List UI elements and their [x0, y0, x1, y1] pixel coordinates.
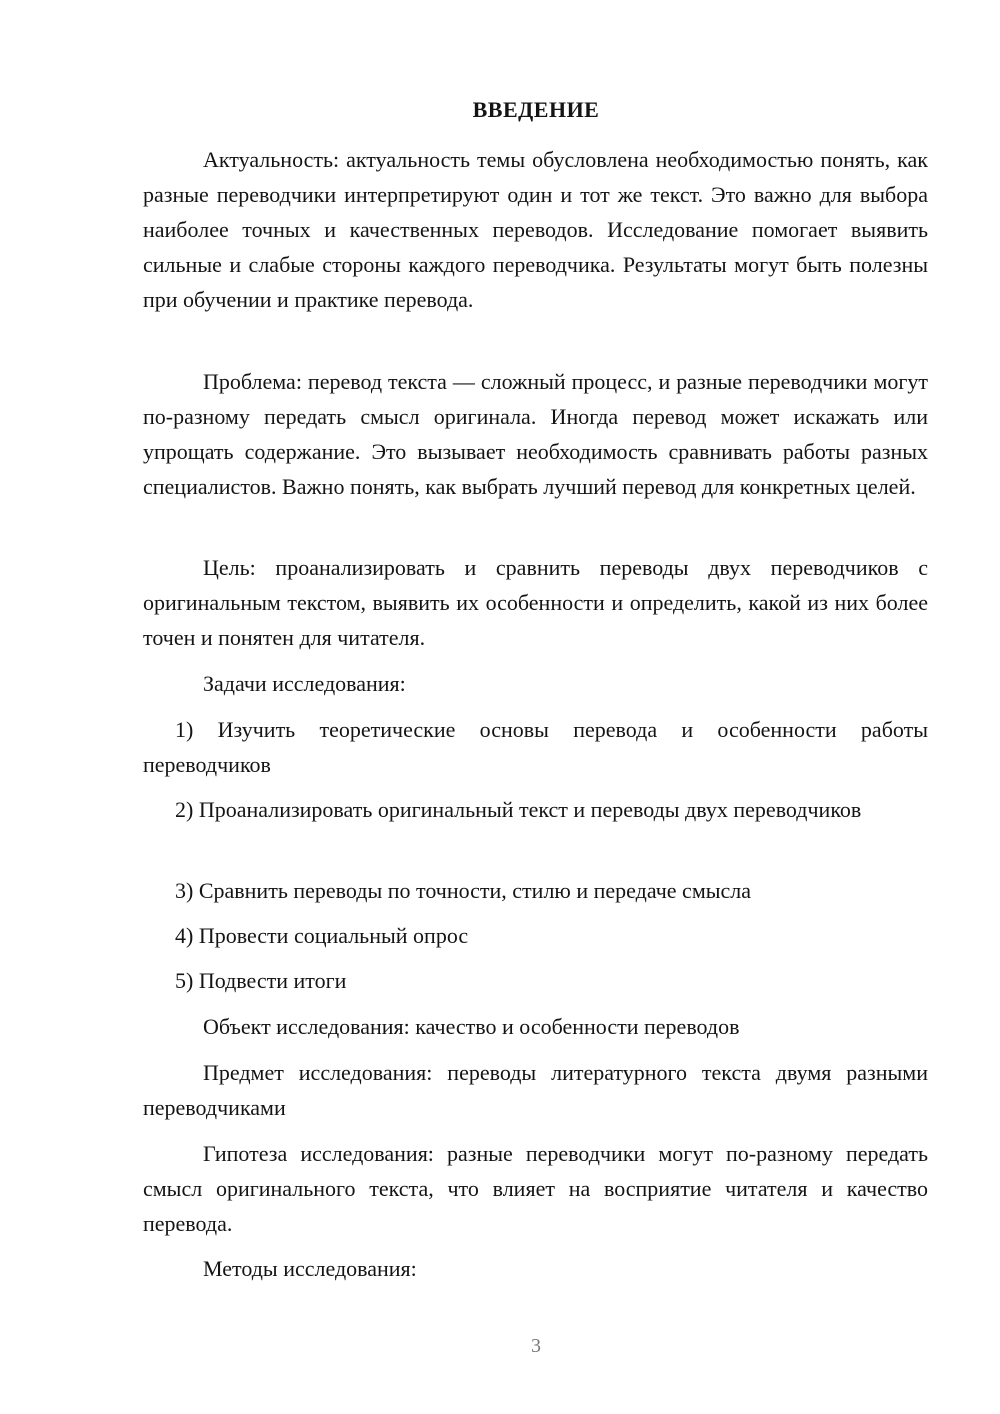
task-item-5: 5) Подвести итоги	[175, 968, 347, 993]
relevance-paragraph: Актуальность: актуальность темы обусловлена необходимостью понять, как разные переводчики интерпретируют один и тот же текст. Это важно для выбора наиболее точных и качественных переводов. Исследование помогает выявить сильные и слабые стороны каждого переводчика. Результаты могут быть полезны при обучении и практике перевода.	[143, 147, 928, 312]
methods-heading: Методы исследования:	[203, 1256, 417, 1281]
subject-paragraph: Предмет исследования: переводы литературного текста двумя разными переводчиками	[143, 1060, 928, 1120]
goal-paragraph: Цель: проанализировать и сравнить переводы двух переводчиков с оригинальным текстом, выявить их особенности и определить, какой из них более точен и понятен для читателя.	[143, 555, 928, 650]
task-item-3: 3) Сравнить переводы по точности, стилю и передаче смысла	[175, 878, 752, 903]
task-item-4: 4) Провести социальный опрос	[175, 923, 469, 948]
section-title: ВВЕДЕНИЕ	[472, 97, 600, 122]
tasks-heading: Задачи исследования:	[203, 671, 406, 696]
page-number: 3	[531, 1335, 541, 1357]
hypothesis-paragraph: Гипотеза исследования: разные переводчики могут по-разному передать смысл оригинального текста, что влияет на восприятие читателя и качество перевода.	[143, 1141, 928, 1236]
object-paragraph: Объект исследования: качество и особенности переводов	[203, 1014, 740, 1039]
task-item-2: 2) Проанализировать оригинальный текст и переводы двух переводчиков	[175, 797, 862, 822]
problem-paragraph: Проблема: перевод текста — сложный процесс, и разные переводчики могут по-разному передать смысл оригинала. Иногда перевод может искажать или упрощать содержание. Это вызывает необходимость сравнивать работы разных специалистов. Важно понять, как выбрать лучший перевод для конкретных целей.	[143, 369, 928, 499]
task-item-1: 1) Изучить теоретические основы перевода и особенности работы переводчиков	[143, 717, 928, 777]
